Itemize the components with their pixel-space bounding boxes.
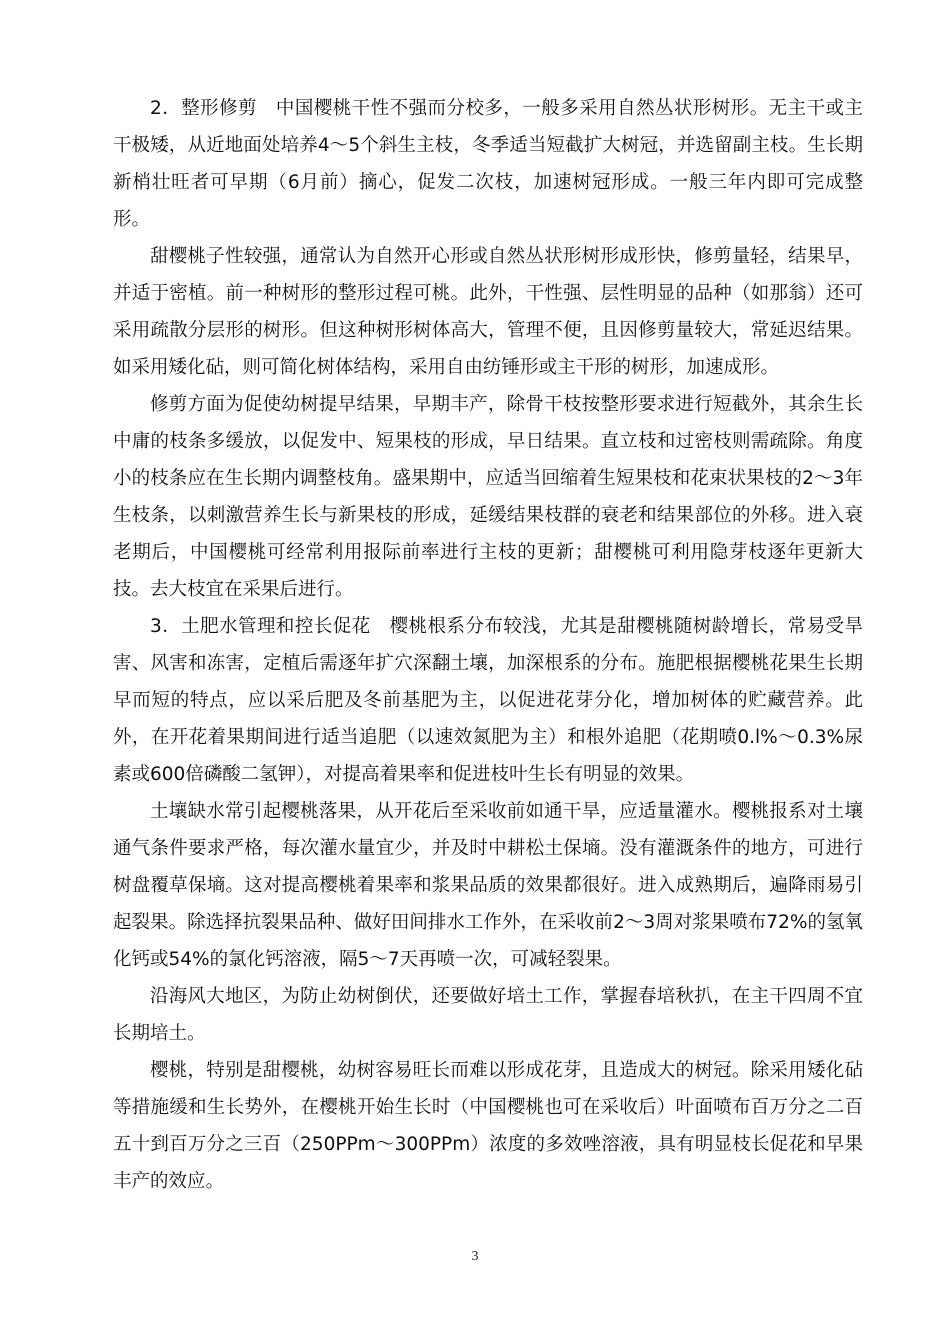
body-text xyxy=(113,90,863,1200)
paragraph-growth-control: 樱桃，特别是甜樱桃，幼树容易旺长而难以形成花芽，且造成大的树冠。除采用矮化砧等措施缓和生长势外，在樱桃开始生长时（中国樱桃也可在采收后）叶面喷布百万分之二百五十到百万分之三百（250PPm～300PPm）浓度的多效唑溶液，具有明显枝长促花和早果丰产的效应。 xyxy=(113,1060,863,1192)
paragraph-irrigation: 土壤缺水常引起樱桃落果，从开花后至采收前如通干旱，应适量灌水。樱桃报系对土壤通气条件要求严格，每次灌水量宜少，并及时中耕松土保墒。没有灌溉条件的地方，可进行树盘覆草保墒。这对提高樱桃着果率和浆果品质的效果都很好。进入成熟期后，遍降雨易引起裂果。除选择抗裂果品种、做好田间排水工作外，在采收前2～3周对浆果喷布72%的氢氧化钙或54%的氯化钙溶液，隔5～7天再喷一次，可减轻裂果。 xyxy=(113,801,863,970)
paragraph-pruning: 2．整形修剪 中国樱桃干性不强而分校多，一般多采用自然丛状形树形。无主干或主干极矮，从近地面处培养4～5个斜生主枝，冬季适当短截扩大树冠，并选留副主枝。生长期新梢壮旺者可早期（6月前）摘心，促发二次枝，加速树冠形成。一般三年内即可完成整形。 xyxy=(113,98,863,230)
paragraph-sweet-cherry-shape: 甜樱桃子性较强，通常认为自然开心形或自然丛状形树形成形快，修剪量轻，结果早，并适于密植。前一种树形的整形过程可桃。此外，干性强、层性明显的品种（如那翁）还可采用疏散分层形的树形。但这种树形树体高大，管理不便，且因修剪量较大，常延迟结果。如采用矮化砧，则可简化树体结构，采用自由纺锤形或主干形的树形，加速成形。 xyxy=(113,246,863,378)
page-number: 3 xyxy=(471,1249,479,1264)
paragraph-soil-fertilizer-water: 3．土肥水管理和控长促花 樱桃根系分布较浅，尤其是甜樱桃随树龄增长，常易受旱害、风害和冻害，定植后需逐年扩穴深翻土壤，加深根系的分布。施肥根据樱桃花果生长期早而短的特点，应以采后肥及冬前基肥为主，以促进花芽分化，增加树体的贮藏营养。此外，在开花着果期间进行适当追肥（以速效氮肥为主）和根外追肥（花期喷0.l%～0.3%尿素或600倍磷酸二氢钾），对提高着果率和促进枝叶生长有明显的效果。 xyxy=(113,616,863,785)
paragraph-earthing-up: 沿海风大地区，为防止幼树倒伏，还要做好培土工作，掌握春培秋扒，在主干四周不宜长期培土。 xyxy=(113,986,863,1044)
paragraph-pruning-methods: 修剪方面为促使幼树提早结果，早期丰产，除骨干枝按整形要求进行短截外，其余生长中庸的枝条多缓放，以促发中、短果枝的形成，早日结果。直立枝和过密枝则需疏除。角度小的枝条应在生长期内调整枝角。盛果期中，应适当回缩着生短果枝和花束状果枝的2～3年生枝条，以刺激营养生长与新果枝的形成，延缓结果枝群的衰老和结果部位的外移。进入衰老期后，中国樱桃可经常利用报际前率进行主枝的更新；甜樱桃可利用隐芽枝逐年更新大技。去大枝宜在采果后进行。 xyxy=(113,394,863,600)
